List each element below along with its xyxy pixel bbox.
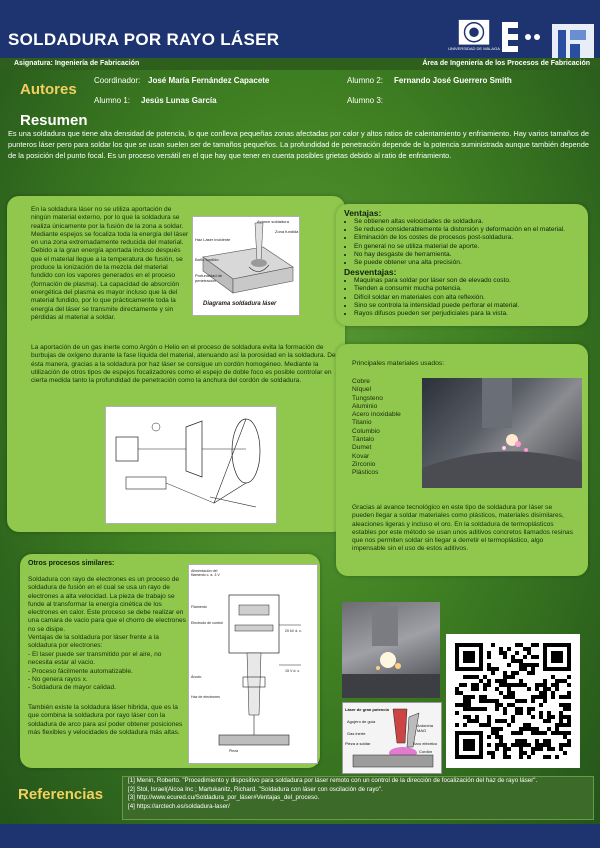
material-item: Plásticos	[352, 469, 379, 477]
intro-text: En la soldadura láser no se utiliza aportación de ningún material externo, por lo que la soldadura se realiza únicamente por la fusión de la zona a soldar. Mediante espejos se focaliza toda la energía del láser en una zona extremadamente reducida del material. Debido a la gran energía aportada incluso después que el material llegue a la temperatura de fusión, se produce la ionización de la mezcla del material fundido con los vapores generados en el proceso (formación de plasma). La capacidad de absorción energética del plasma es mayor incluso que la del material fundido, por lo que prácticamente toda la energía del láser se transmite directamente y sin pérdidas al material a soldar.	[31, 206, 189, 321]
diagram-label-avance: Avance soldadura	[257, 219, 289, 224]
qr-code[interactable]	[446, 634, 580, 768]
desventaja-item: • Rayos difusos pueden ser perjudiciales para la vista.	[354, 310, 584, 318]
welding-head-icon	[342, 602, 440, 698]
resumen-text: Es una soldadura que tiene alta densidad de potencia, lo que conlleva pequeñas zonas afectadas por calor y altos ratios de calentamiento y enfriamiento. Hay varios tamaños de punteros láser pero para soldar los que se usan suelen ser de tamaños pequeños. La profundidad de penetración depende de la potencia suministrada aunque también depende de la posición del punto focal. Es un proceso versátil en el que hay que tener en cuenta posibles grietas debido al ratio de enfriamiento.	[8, 129, 589, 160]
desventaja-item: • Sino se controla la intensidad puede perforar el material.	[354, 302, 584, 310]
eb-label-pieza: Pieza	[229, 749, 238, 753]
otros-p2-item: - No genera rayos x.	[28, 675, 88, 683]
hybrid-label-antorcha: Antorcha MAG	[417, 723, 434, 733]
coordinador-name: José María Fernández Capacete	[148, 76, 270, 85]
footer-bar	[0, 824, 600, 848]
hybrid-weld-diagram-icon	[343, 703, 441, 773]
alumno3-label: Alumno 3:	[347, 96, 384, 105]
material-item: Columbio	[352, 427, 380, 435]
material-item: Acero inoxidable	[352, 411, 401, 419]
hybrid-label-agujero: Agujero de guía	[347, 719, 376, 724]
eii-logo-icon	[500, 20, 546, 54]
diagram-label-penetracion: Profundidad de penetración	[195, 273, 223, 283]
ventajas-panel	[336, 204, 588, 326]
diagram-label-zona: Zona fundida	[275, 229, 299, 234]
ventaja-item: • Se obtienen altas velocidades de soldadura.	[354, 218, 584, 226]
material-item: Dumet	[352, 444, 372, 452]
hybrid-welding-diagram	[342, 702, 442, 774]
diagram-caption: Diagrama soldadura láser	[203, 301, 277, 307]
otros-p3: También existe la soldadura láser hibrida, que es la que combina la soldadura por rayo láser con la soldadura de arco para así poder obtener posiciones más flexibles y velocidades de soldadura más altas.	[28, 704, 183, 736]
desventaja-item: • Difícil soldar en materiales con alta reflexión.	[354, 294, 584, 302]
eb-label-15v: 15 V d. c.	[285, 669, 301, 673]
referencias-box	[122, 776, 594, 820]
university-caption: UNIVERSIDAD DE MÁLAGA	[448, 46, 500, 51]
alumno1-name: Jesús Lunas García	[141, 96, 217, 105]
otros-p2-item: - Soldadura de mayor calidad.	[28, 684, 116, 692]
materiales-title: Principales materiales usados:	[352, 360, 445, 367]
otros-p2-list	[28, 651, 186, 692]
header	[0, 16, 600, 58]
diagram-label-bano: Baño fundido	[195, 257, 219, 262]
material-item: Titanio	[352, 419, 372, 427]
ventaja-item: • En general no se utiliza material de aporte.	[354, 243, 584, 251]
otros-title: Otros procesos similares:	[28, 560, 115, 567]
focusing-mirror-schematic-icon	[106, 407, 276, 523]
material-item: Kovar	[352, 452, 370, 460]
materiales-text: Gracias al avance tecnológico en este tipo de soldadura por láser se pueden llegar a soldar materiales como plásticos, materiales disimilares, aleaciones ligeras y incluso el oro. En la soldadura de termoplásticos estables por este método se usan unos aditivos concretos llamados resinas que nos permiten soldar sin llegar a derretir el termoplástico, algo impensable sin el uso de estos aditivos.	[352, 504, 574, 553]
diagram-label-incident: Haz Láser incidente	[195, 237, 231, 242]
industrial-welding-photo	[342, 602, 440, 698]
resumen-title: Resumen	[20, 112, 88, 129]
material-item: Níquel	[352, 386, 372, 394]
eb-label-anodo: Ánodo	[191, 675, 202, 679]
ventaja-item: • Se reduce considerablemente la distorsión y deformación en el material.	[354, 226, 584, 234]
ventajas-title: Ventajas:	[344, 208, 382, 218]
subject-bar	[0, 58, 600, 70]
desventajas-title: Desventajas:	[344, 267, 397, 278]
eb-label-haz: Haz de electrones	[191, 695, 220, 699]
material-item: Aluminio	[352, 402, 378, 410]
reference-item: [2] Stol, Israel(Alcoa Inc ; Martukanitz, Richard. "Soldadura con láser con oscilación de rayo".	[128, 785, 383, 793]
qr-code-icon	[446, 634, 580, 768]
mirror-schematic	[105, 406, 277, 524]
otros-p2-item: - El laser puede ser transmitido por el aire, no necesita estar al vacio.	[28, 651, 162, 667]
autores-title: Autores	[20, 81, 77, 98]
alumno2-label: Alumno 2:	[347, 76, 384, 85]
electron-beam-diagram	[188, 564, 318, 764]
desventaja-item: • Tienden a consumir mucha potencia.	[354, 285, 584, 293]
eb-label-20kv: 20 kV d. c.	[285, 629, 302, 633]
hybrid-label-pieza: Pieza a soldar	[345, 741, 371, 746]
argon-text: La aportación de un gas inerte como Argón o Helio en el proceso de soldadura evita la formación de burbujas de oxígeno durante la fase líquida del material, atenuando así la porosidad en la soldadura. De ésta manera, gracias a la soldadura por haz láser se consigue un cordón homogéneo. Mediante la utilización de otros tipos de espejos focalizadores como el espejo de doble foco es posible controlar en cierta medida tanto la profundidad de penetración como la anchura del cordón de soldadura.	[31, 344, 336, 385]
asignatura: Asignatura: Ingeniería de Fabricación	[14, 60, 140, 67]
desventajas-list	[344, 277, 584, 318]
material-item: Cobre	[352, 378, 370, 385]
referencias-title: Referencias	[18, 786, 104, 803]
welding-sparks-icon	[422, 378, 582, 488]
reference-link[interactable]: [4] https://arctech.es/soldadura-laser/	[128, 802, 230, 810]
materiales-panel	[336, 344, 588, 576]
eb-label-filamento: Filamento	[191, 605, 207, 609]
alumno2-name: Fernando José Guerrero Smith	[394, 76, 512, 85]
material-item: Zirconio	[352, 460, 376, 468]
laser-diagram	[192, 216, 300, 316]
otros-p2-item: - Proceso fácilmente automatizable.	[28, 667, 133, 675]
ventajas-content	[344, 208, 584, 318]
coordinador-label: Coordinador:	[94, 76, 141, 85]
top-strip	[0, 0, 600, 16]
ventaja-item: • Se puede obtener una alta precisión.	[354, 259, 584, 267]
otros-p2-title: Ventajas de la soldadura por láser frente a la soldadura por electrones:	[28, 634, 159, 650]
material-item: Tungsteno	[352, 394, 383, 402]
reference-link[interactable]: [3] http://www.ecured.cu/Soldadura_por_láser#Ventajas_del_proceso.	[128, 794, 320, 801]
page-title: SOLDADURA POR RAYO LÁSER	[8, 30, 280, 49]
hybrid-label-laser: Láser de gran potencia	[345, 707, 389, 712]
otros-p1: Soldadura con rayo de electrones es un proceso de soldadura de fusión en el cual se usa un rayo de electrones a alta velocidad. La pieza de trabajo se funde al transformar la energía cinética de los electrones en calor. Este proceso se debe realizar en una camara de vacio para que el chorro de electrones no se disipe.	[28, 576, 186, 633]
alumno1-label: Alumno 1:	[94, 96, 131, 105]
eb-label-electrodo: Electrodo de control	[191, 621, 223, 625]
electron-beam-gun-icon	[189, 565, 317, 763]
ventaja-item: • No hay desgaste de herramienta.	[354, 251, 584, 259]
otros-panel	[20, 554, 320, 768]
hybrid-label-arco: Arco eléctrico	[413, 741, 438, 746]
ventaja-item: • Eliminación de los costes de procesos post-soldadura.	[354, 234, 584, 242]
intro-panel	[7, 196, 345, 532]
hybrid-label-gas: Gas inerte	[347, 731, 366, 736]
desventaja-item: • Maquinas para soldar por láser son de elevado costo.	[354, 277, 584, 285]
reference-item: [1] Menin, Roberto. "Procedimiento y dispositivo para soldadura por láser remoto con un control de la dirección de focalización del haz de rayo láser".	[128, 777, 538, 784]
hybrid-label-cordon: Cordón	[419, 749, 433, 754]
ventajas-list	[344, 218, 584, 267]
material-item: Tántalo	[352, 436, 374, 444]
area: Área de Ingeniería de los Procesos de Fabricación	[422, 60, 590, 67]
eb-label-alimentacion: Alimentación del filamento c. a. 3 V	[191, 569, 220, 577]
laser-welding-photo	[422, 378, 582, 488]
materiales-list	[352, 378, 432, 478]
